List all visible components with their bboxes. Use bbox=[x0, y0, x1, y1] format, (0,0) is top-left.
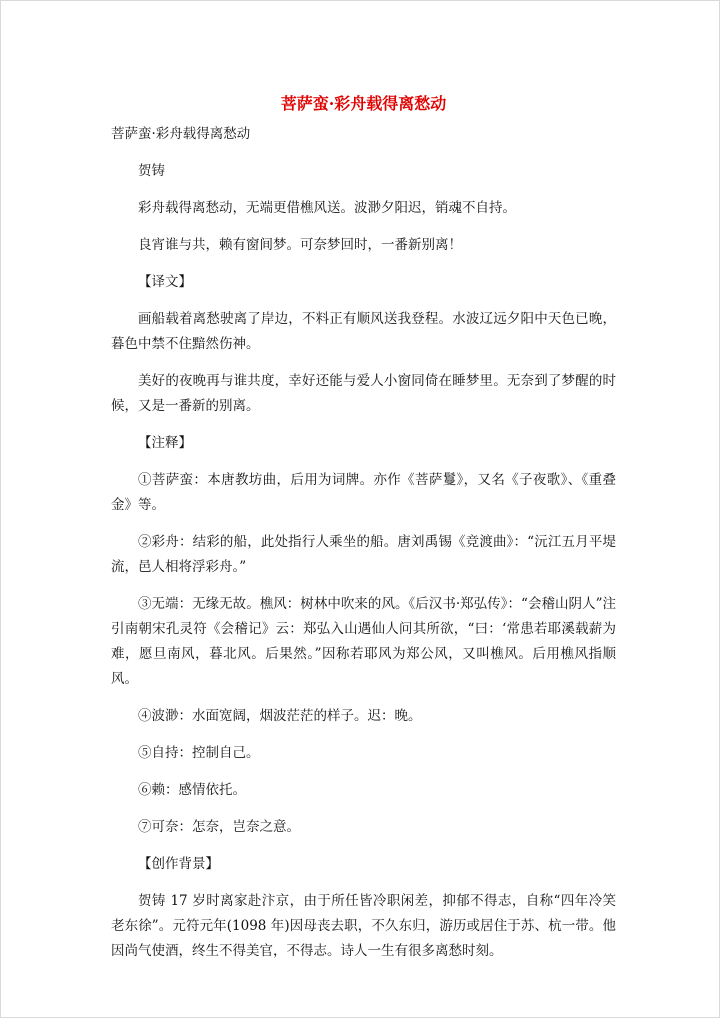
author-name: 贺铸 bbox=[138, 163, 165, 179]
note-item: ①菩萨蛮：本唐教坊曲，后用为词牌。亦作《菩萨鬘》，又名《子夜歌》、《重叠金》等。 bbox=[111, 472, 616, 513]
poem-line: 彩舟载得离愁动，无端更借樵风送。波渺夕阳迟，销魂不自持。 bbox=[138, 200, 516, 216]
translation-heading: 【译文】 bbox=[138, 274, 192, 290]
note-item: ⑦可奈：怎奈，岂奈之意。 bbox=[138, 819, 300, 835]
note-item: ②彩舟：结彩的船，此处指行人乘坐的船。唐刘禹锡《竞渡曲》：“沅江五月平堤流，邑人相将浮彩舟。” bbox=[111, 534, 616, 575]
poem-line: 良宵谁与共，赖有窗间梦。可奈梦回时，一番新别离！ bbox=[138, 237, 462, 253]
document-title: 菩萨蛮·彩舟载得离愁动 bbox=[280, 94, 447, 113]
translation-paragraph: 美好的夜晚再与谁共度，幸好还能与爱人小窗同倚在睡梦里。无奈到了梦醒的时候，又是一番新的别离。 bbox=[111, 373, 616, 414]
document-body bbox=[111, 92, 616, 964]
poem-title: 菩萨蛮·彩舟载得离愁动 bbox=[111, 126, 251, 142]
notes-heading: 【注释】 bbox=[138, 435, 192, 451]
background-paragraph: 贺铸 17 岁时离家赴汴京，由于所任皆冷职闲差，抑郁不得志，自称“四年冷笑老东徐”。元符元年(1098 年)因母丧去职，不久东归，游历或居住于苏、杭一带。他因尚气使酒，终生不得美官，不得志。诗人一生有很多离愁时刻。 bbox=[111, 893, 616, 959]
background-heading: 【创作背景】 bbox=[138, 856, 219, 872]
note-item: ③无端：无缘无故。樵风：树林中吹来的风。《后汉书·郑弘传》：“会稽山阴人”注引南朝宋孔灵符《会稽记》云：郑弘入山遇仙人问其所欲，“曰：‘常患若耶溪载薪为难，愿旦南风，暮北风。后果然。”因称若耶风为郑公风，又叫樵风。后用樵风指顺风。 bbox=[111, 596, 616, 687]
note-item: ⑥赖：感情依托。 bbox=[138, 782, 246, 798]
note-item: ④波渺：水面宽阔，烟波茫茫的样子。迟：晚。 bbox=[138, 708, 422, 724]
note-item: ⑤自持：控制自己。 bbox=[138, 745, 260, 761]
translation-paragraph: 画船载着离愁驶离了岸边，不料正有顺风送我登程。水波辽远夕阳中天色已晚，暮色中禁不住黯然伤神。 bbox=[111, 311, 616, 352]
